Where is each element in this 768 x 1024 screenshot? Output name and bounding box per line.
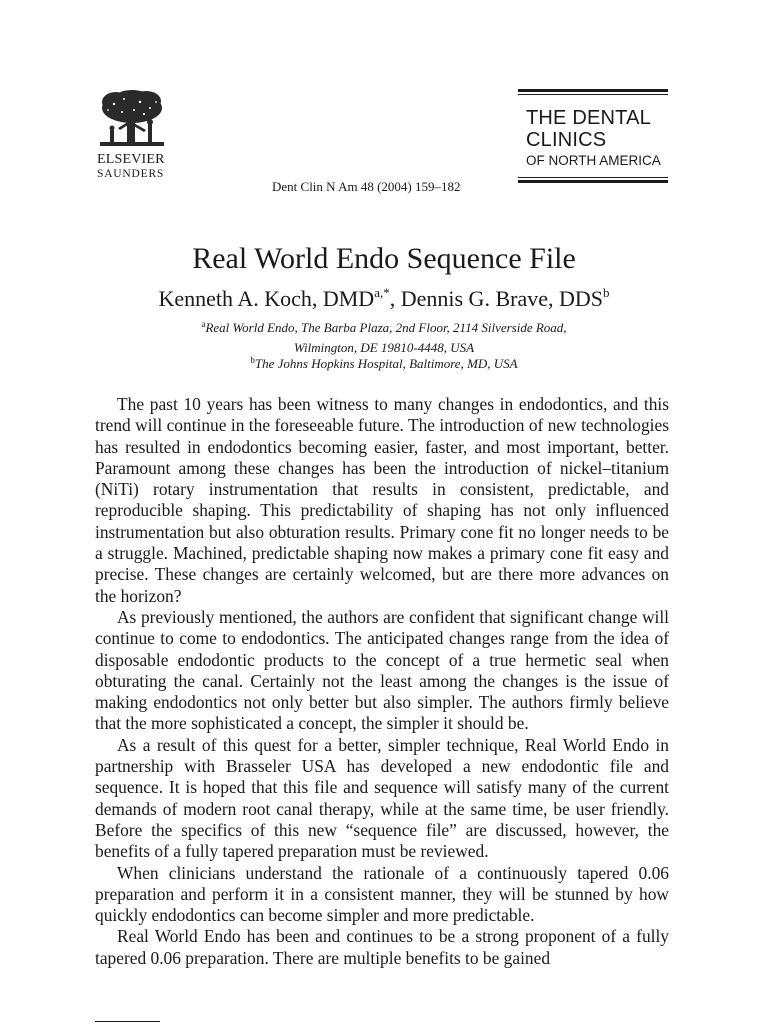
footnote-rule	[95, 1021, 160, 1022]
body-paragraph: As previously mentioned, the authors are confident that significant change will continue to come to endodontics. The anticipated changes range from the idea of disposable endodontic products to the concept of a true hermetic seal when obturating the canal. Certainly not the least among the changes is the issue of making endodontics not only better but also simpler. The authors firmly believe that the more sophisticated a concept, the simpler it should be.	[95, 606, 669, 734]
journal-title-line2: CLINICS	[526, 129, 607, 151]
affiliation-a	[0, 318, 768, 358]
journal-citation: Dent Clin N Am 48 (2004) 159–182	[272, 179, 461, 194]
journal-title-line3: OF NORTH AMERICA	[526, 153, 661, 168]
masthead-rule-top	[518, 89, 668, 92]
journal-title-line1: THE DENTAL	[526, 107, 651, 129]
tree-icon	[96, 90, 168, 152]
elsevier-tree-logo	[96, 90, 170, 152]
author-1: Kenneth A. Koch, DMD	[158, 286, 375, 311]
author-2-marks: b	[603, 285, 610, 300]
affiliation-b	[0, 354, 768, 374]
affiliation-b-mark: b	[250, 355, 255, 365]
body-paragraph: When clinicians understand the rationale of a continuously tapered 0.06 preparation and perform it in a consistent manner, they will be stunned by how quickly endodontics can become simpler and more predictable.	[95, 862, 669, 926]
journal-masthead	[518, 89, 668, 183]
author-line	[0, 286, 768, 312]
publisher-name: ELSEVIER	[97, 152, 165, 167]
article-title: Real World Endo Sequence File	[192, 242, 576, 275]
affiliation-b-line1: The Johns Hopkins Hospital, Baltimore, MD, USA	[254, 356, 518, 371]
publisher-imprint: SAUNDERS	[97, 168, 165, 180]
body-paragraph: The past 10 years has been witness to many changes in endodontics, and this trend will continue in the foreseeable future. The introduction of new technologies has resulted in endodontics becoming easier, faster, and most important, better. Paramount among these changes has been the introduction of nickel–titanium (NiTi) rotary instrumentation that results in consistent, predictable, and reproducible shaping. This predictability of shaping has not only influenced instrumentation but also obturation results. Primary cone fit no longer needs to be a struggle. Machined, predictable shaping now makes a primary cone fit easy and precise. These changes are certainly welcomed, but are there more advances on the horizon?	[95, 394, 669, 606]
affiliation-a-line2: Wilmington, DE 19810-4448, USA	[293, 340, 475, 355]
masthead-rule-bottom	[518, 180, 668, 183]
author-2: Dennis G. Brave, DDS	[400, 286, 603, 311]
article-body	[95, 394, 669, 969]
affiliation-a-line1: Real World Endo, The Barba Plaza, 2nd Floor, 2114 Silverside Road,	[205, 320, 567, 335]
journal-title	[518, 95, 668, 171]
body-paragraph: Real World Endo has been and continues to be a strong proponent of a fully tapered 0.06 preparation. There are multiple benefits to be gained	[95, 926, 669, 968]
author-1-marks: a,*	[374, 285, 390, 300]
masthead-rule-bottom-thin	[518, 177, 668, 178]
body-paragraph: As a result of this quest for a better, simpler technique, Real World Endo in partnership with Brasseler USA has developed a new endodontic file and sequence. It is hoped that this file and sequence will satisfy many of the current demands of modern root canal therapy, while at the same time, be user friendly. Before the specifics of this new “sequence file” are discussed, however, the benefits of a fully tapered preparation must be reviewed.	[95, 734, 669, 862]
author-separator: ,	[389, 286, 401, 311]
affiliation-a-mark: a	[201, 319, 206, 329]
